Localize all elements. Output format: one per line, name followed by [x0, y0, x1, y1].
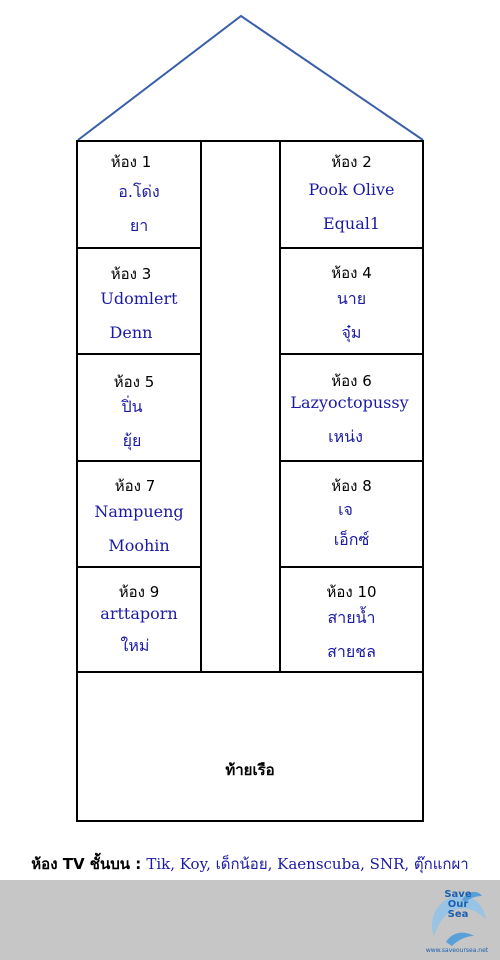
- room-6: [281, 355, 422, 460]
- roof-outline: [78, 16, 423, 140]
- room-6-occupant-2: เหน่ง: [328, 427, 363, 446]
- logo-line-3: Sea: [447, 909, 469, 920]
- room-9-label: ห้อง 9: [118, 583, 160, 601]
- tv-room-names: Tik, Koy, เด็กน้อย, Kaenscuba, SNR, ตุ๊กแกผา: [146, 855, 469, 873]
- room-8-label: ห้อง 8: [331, 477, 372, 495]
- room-2-label: ห้อง 2: [331, 153, 372, 171]
- room-6-occupant-1: Lazyoctopussy: [290, 393, 409, 412]
- room-10-label: ห้อง 10: [326, 583, 377, 601]
- room-9: [78, 568, 200, 671]
- room-1-occupant-2: ยา: [129, 216, 149, 235]
- room-7: [78, 462, 200, 566]
- room-1-occupant-1: อ.โด่ง: [118, 182, 160, 201]
- room-2-occupant-2: Equal1: [322, 214, 381, 233]
- logo-url: www.saveoursea.net: [425, 947, 489, 954]
- stern-label: ท้ายเรือ: [225, 761, 275, 779]
- room-6-label: ห้อง 6: [331, 372, 372, 390]
- room-4-occupant-2: จุ๋ม: [341, 323, 362, 342]
- room-3-label: ห้อง 3: [110, 265, 152, 283]
- room-8: [281, 462, 422, 566]
- room-4-occupant-1: นาย: [336, 289, 367, 308]
- room-4: [281, 249, 422, 353]
- room-9-occupant-2: ใหม่: [120, 636, 150, 655]
- tv-room-footer: [0, 852, 500, 876]
- logo-line-2: Our: [447, 899, 469, 910]
- room-7-occupant-1: Nampueng: [94, 502, 184, 521]
- tv-room-label: ห้อง TV ชั้นบน :: [31, 855, 142, 873]
- logo-text: [438, 890, 478, 920]
- room-5-occupant-2: ยุ้ย: [122, 431, 142, 450]
- room-8-occupant-1: เจ: [338, 500, 353, 519]
- room-3-occupant-2: Denn: [109, 323, 153, 342]
- room-2-occupant-1: Pook Olive: [308, 180, 395, 199]
- room-9-occupant-1: arttaporn: [100, 604, 178, 623]
- room-10-occupant-2: สายชล: [327, 642, 376, 661]
- logo-line-1: Save: [444, 889, 472, 900]
- save-our-sea-logo: [422, 884, 492, 956]
- room-8-occupant-2: เอ็กซ์: [333, 530, 370, 549]
- room-3: [78, 249, 200, 353]
- room-5: [78, 355, 200, 460]
- room-5-label: ห้อง 5: [113, 373, 155, 391]
- room-1-label: ห้อง 1: [110, 153, 152, 171]
- room-3-occupant-1: Udomlert: [100, 289, 178, 308]
- room-10-occupant-1: สายน้ำ: [327, 608, 376, 627]
- room-2: [281, 142, 422, 247]
- room-7-occupant-2: Moohin: [108, 536, 170, 555]
- room-5-occupant-1: ปิ่น: [121, 397, 143, 416]
- room-7-label: ห้อง 7: [114, 477, 156, 495]
- room-1: [78, 142, 200, 247]
- room-4-label: ห้อง 4: [331, 264, 372, 282]
- room-10: [281, 568, 422, 671]
